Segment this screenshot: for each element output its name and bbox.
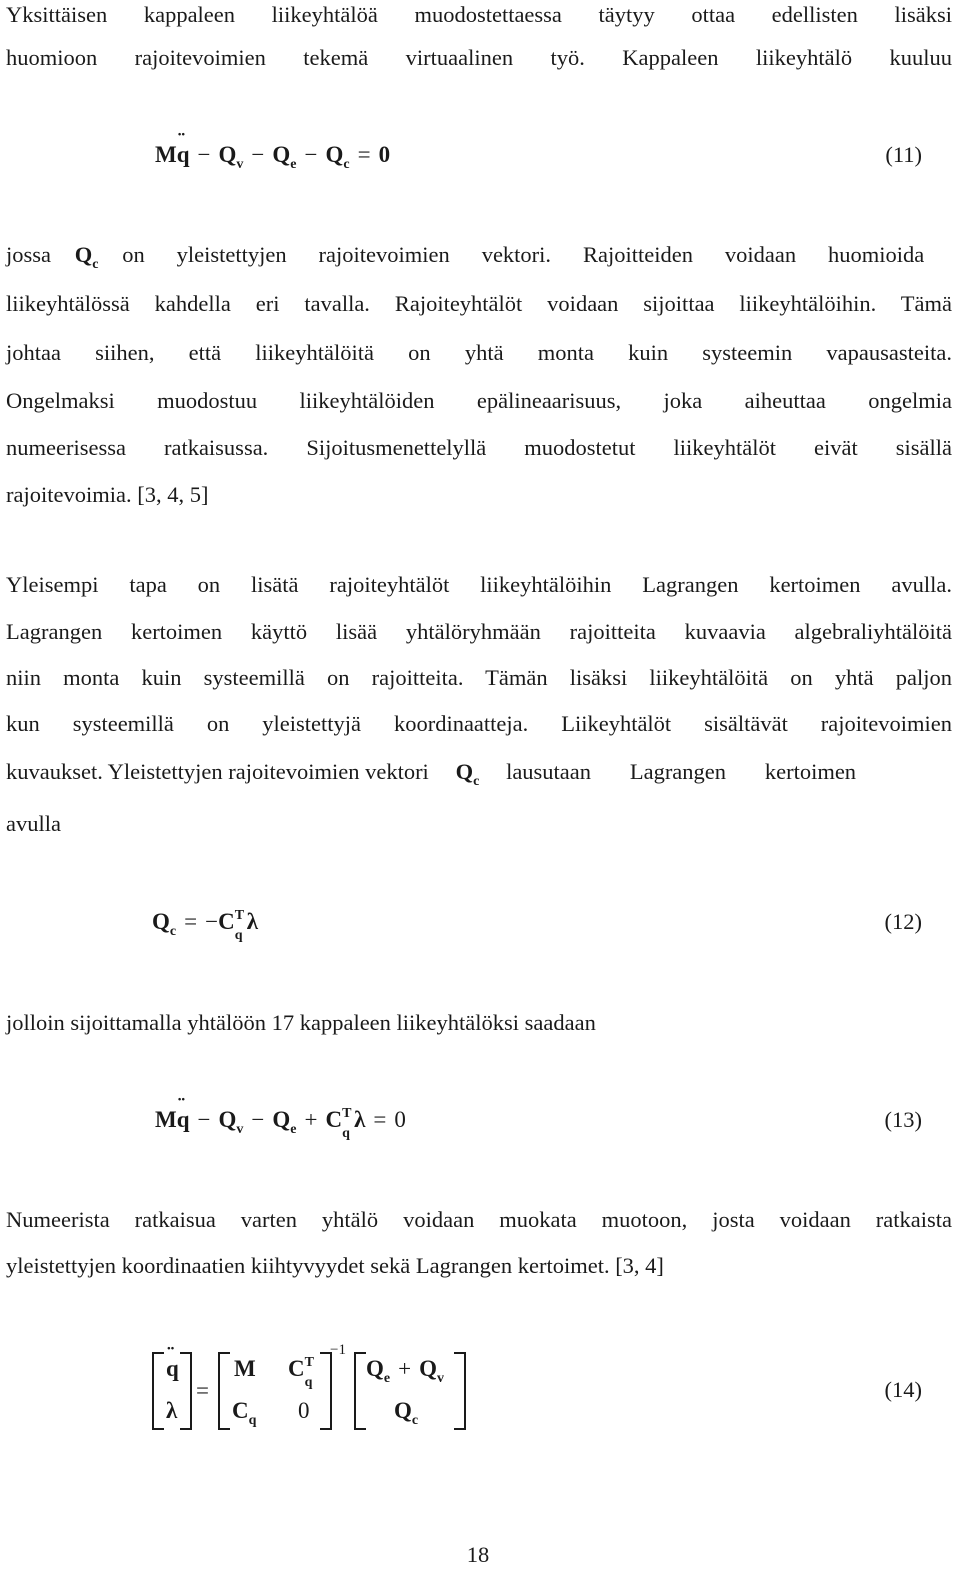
equation-11: M¨ $q - Q_v - Q_e - Q_c = 0$ [155, 140, 390, 174]
left-vector-open-bracket [152, 1352, 164, 1430]
matrix-Cq: $C_q$ [232, 1398, 257, 1428]
page-number: 18 [466, 1542, 490, 1567]
right-vector-Qc: $Q_c$ [394, 1398, 419, 1428]
p2-line-5: numeerisessa ratkaisussa. Sijoitusmenettelyllä muodostetut liikeyhtälöt eivät sisällä [6, 435, 952, 460]
left-vector-qddot: ¨ q [166, 1354, 179, 1384]
right-vector-open-bracket [354, 1352, 366, 1430]
p1-line-1: Yksittäisen kappaleen liikeyhtälöä muodostettaessa täytyy ottaa edellisten lisäksi [6, 2, 952, 27]
p1-line-2: huomioon rajoitevoimien tekemä virtuaalinen työ. Kappaleen liikeyhtälö kuuluu [6, 45, 952, 70]
p2-line-2: liikeyhtälössä kahdella eri tavalla. Rajoiteyhtälöt voidaan sijoittaa liikeyhtälöihin. Tämä [6, 291, 952, 316]
equals-sign: = [196, 1378, 209, 1403]
inverse-exponent: −1 [330, 1342, 346, 1358]
p5-line-2: yleistettyjen koordinaatien kiihtyvyydet sekä Lagrangen kertoimet. [3, 4] [6, 1253, 664, 1278]
p3-line-6: avulla [6, 811, 61, 836]
p4-line-1: jolloin sijoittamalla yhtälöön 17 kappaleen liikeyhtälöksi saadaan [6, 1010, 596, 1035]
equation-13: M¨ $q - Q_v - Q_e + C$ T q λ = 0 [155, 1105, 406, 1139]
left-vector-lambda: λ [166, 1398, 178, 1423]
p3-line-4: kun systeemillä on yleistettyjä koordinaatteja. Liikeyhtälöt sisältävät rajoitevoimien [6, 711, 952, 736]
matrix-open-bracket [218, 1352, 230, 1430]
p5-line-1: Numeerista ratkaisua varten yhtälö voidaan muokata muotoon, josta voidaan ratkaista [6, 1207, 952, 1232]
matrix-close-bracket [320, 1352, 332, 1430]
p2-line-1: jossa $Q_c$ on yleistettyjen rajoitevoimien vektori. Rajoitteiden voidaan huomioida [6, 242, 925, 272]
p3-line-2: Lagrangen kertoimen käyttö lisää yhtälöryhmään rajoitteita kuvaavia algebraliyhtälöitä [6, 619, 952, 644]
equation-number-13: (13) [884, 1107, 922, 1132]
p3-line-5: kuvaukset. Yleistettyjen rajoitevoimien vektori $Q_c$ lausutaan Lagrangen kertoimen [6, 759, 857, 789]
equation-12: $Q_c = -C$ T q λ [152, 907, 259, 943]
right-vector-Qe-plus-Qv: $Q_e + Q_v$ [366, 1356, 444, 1386]
p2-line-6: rajoitevoimia. [3, 4, 5] [6, 482, 209, 507]
p2-line-4: Ongelmaksi muodostuu liikeyhtälöiden epälineaarisuus, joka aiheuttaa ongelmia [6, 388, 952, 413]
left-vector-close-bracket [180, 1352, 192, 1430]
matrix-zero: 0 [298, 1398, 310, 1423]
p2-line-3: johtaa siihen, että liikeyhtälöitä on yhtä monta kuin systeemin vapausasteita. [6, 340, 952, 365]
matrix-Cq-T: C T q [288, 1354, 314, 1390]
equation-number-12: (12) [884, 909, 922, 934]
p3-line-1: Yleisempi tapa on lisätä rajoiteyhtälöt liikeyhtälöihin Lagrangen kertoimen avulla. [6, 572, 952, 597]
right-vector-close-bracket [454, 1352, 466, 1430]
p3-line-3: niin monta kuin systeemillä on rajoitteita. Tämän lisäksi liikeyhtälöitä on yhtä paljon [6, 665, 952, 690]
equation-number-14: (14) [884, 1377, 922, 1402]
matrix-M: M [234, 1356, 256, 1381]
equation-number-11: (11) [885, 142, 922, 167]
